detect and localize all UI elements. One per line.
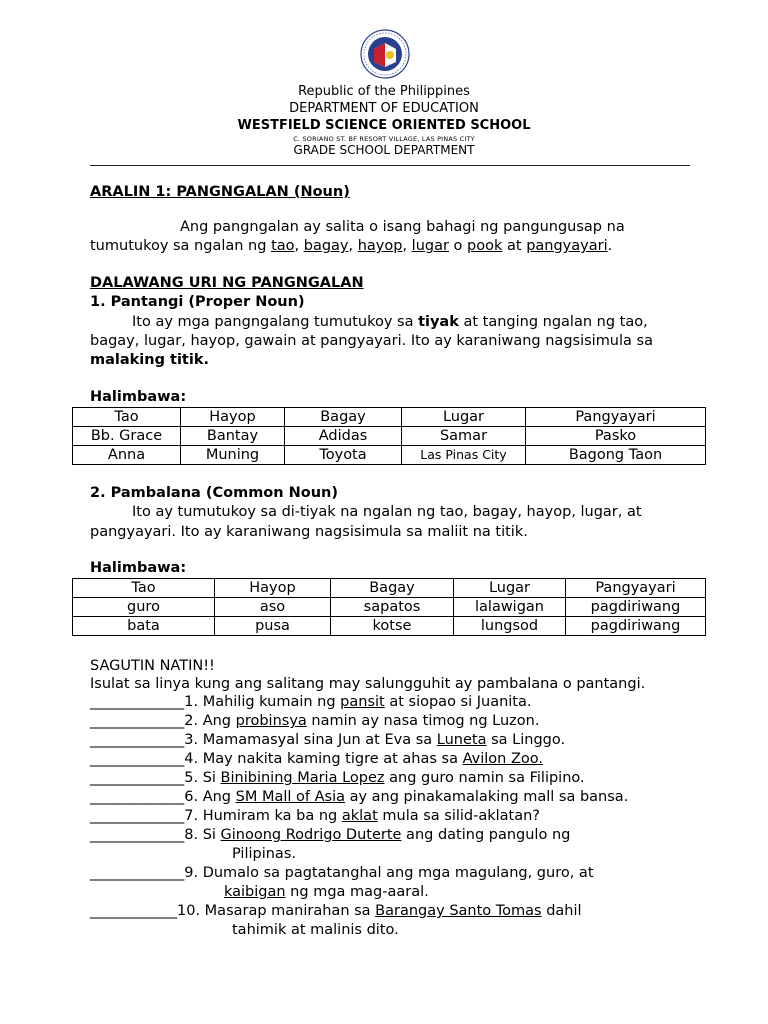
- exercise-item-continuation: Pilipinas.: [232, 846, 296, 862]
- proper-desc-line-2: bagay, lugar, hayop, gawain at pangyayari. Ito ay karaniwang nagsisimula sa: [90, 333, 653, 349]
- table-cell: Anna: [73, 446, 181, 465]
- exercise-item-continuation: kaibigan ng mga mag-aaral.: [224, 884, 429, 900]
- exercise-item: _____________5. Si Binibining Maria Lopez ang guro namin sa Filipino.: [90, 770, 585, 786]
- republic-line: Republic of the Philippines: [298, 84, 470, 99]
- table-cell: Las Pinas City: [402, 446, 526, 465]
- answer-blank: _____________: [90, 751, 185, 767]
- table-cell: Adidas: [285, 427, 402, 446]
- deped-seal-icon: [360, 29, 410, 79]
- table-header-cell: Pangyayari: [526, 408, 706, 427]
- halimbawa-label-2: Halimbawa:: [90, 560, 187, 576]
- table-header-row: [73, 579, 706, 598]
- common-noun-table: [72, 578, 706, 636]
- table-cell: guro: [73, 598, 215, 617]
- exercise-item-continuation: tahimik at malinis dito.: [232, 922, 399, 938]
- table-cell: Samar: [402, 427, 526, 446]
- def-word-bagay: bagay: [303, 238, 349, 254]
- table-cell: lungsod: [454, 617, 566, 636]
- answer-blank: _____________: [90, 770, 185, 786]
- header-divider: [90, 165, 690, 166]
- table-header-cell: Lugar: [454, 579, 566, 598]
- table-cell: Bagong Taon: [526, 446, 706, 465]
- answer-blank: _____________: [90, 865, 185, 881]
- table-header-cell: Bagay: [285, 408, 402, 427]
- common-desc-line-2: pangyayari. Ito ay karaniwang nagsisimula sa maliit na titik.: [90, 524, 528, 540]
- proper-noun-table: [72, 407, 706, 465]
- def-word-lugar: lugar: [411, 238, 449, 254]
- table-header-cell: Bagay: [331, 579, 454, 598]
- exercise-item: _____________4. May nakita kaming tigre at ahas sa Avilon Zoo.: [90, 751, 544, 767]
- division-line: GRADE SCHOOL DEPARTMENT: [293, 143, 475, 157]
- def-word-tao: tao: [271, 238, 295, 254]
- table-cell: pusa: [215, 617, 331, 636]
- table-cell: pagdiriwang: [566, 617, 706, 636]
- lesson-title: ARALIN 1: PANGNGALAN (Noun): [90, 184, 350, 200]
- exercise-item: _____________2. Ang probinsya namin ay nasa timog ng Luzon.: [90, 713, 540, 729]
- answer-blank: ____________: [90, 903, 177, 919]
- def-word-pangyayari: pangyayari: [526, 238, 608, 254]
- common-noun-title: 2. Pambalana (Common Noun): [90, 485, 339, 501]
- school-address: C. SORIANO ST. BF RESORT VILLAGE, LAS PINAS CITY: [293, 135, 475, 143]
- exercise-instructions: Isulat sa linya kung ang salitang may salungguhit ay pambalana o pantangi.: [90, 676, 646, 692]
- table-cell: sapatos: [331, 598, 454, 617]
- exercise-title: SAGUTIN NATIN!!: [90, 658, 215, 674]
- answer-blank: _____________: [90, 789, 185, 805]
- types-heading: DALAWANG URI NG PANGNGALAN: [90, 275, 364, 291]
- table-header-cell: Pangyayari: [566, 579, 706, 598]
- table-cell: Bantay: [181, 427, 285, 446]
- proper-desc-line-3: malaking titik.: [90, 352, 209, 368]
- exercise-item: ____________10. Masarap manirahan sa Barangay Santo Tomas dahil: [90, 903, 582, 919]
- table-cell: Pasko: [526, 427, 706, 446]
- def-word-pook: pook: [467, 238, 503, 254]
- exercise-item: _____________3. Mamamasyal sina Jun at Eva sa Luneta sa Linggo.: [90, 732, 566, 748]
- table-cell: pagdiriwang: [566, 598, 706, 617]
- exercise-item: _____________7. Humiram ka ba ng aklat mula sa silid-aklatan?: [90, 808, 540, 824]
- table-header-cell: Tao: [73, 579, 215, 598]
- table-header-cell: Hayop: [215, 579, 331, 598]
- exercise-item: _____________1. Mahilig kumain ng pansit at siopao si Juanita.: [90, 694, 532, 710]
- table-row: [73, 446, 706, 465]
- table-cell: Muning: [181, 446, 285, 465]
- proper-desc-line-1: Ito ay mga pangngalang tumutukoy sa tiyak at tanging ngalan ng tao,: [132, 314, 648, 330]
- halimbawa-label-1: Halimbawa:: [90, 389, 187, 405]
- definition-line-1: Ang pangngalan ay salita o isang bahagi ng pangungusap na: [180, 219, 625, 235]
- table-header-cell: Tao: [73, 408, 181, 427]
- department-line: DEPARTMENT OF EDUCATION: [289, 101, 479, 116]
- table-cell: Toyota: [285, 446, 402, 465]
- table-header-cell: Hayop: [181, 408, 285, 427]
- table-cell: kotse: [331, 617, 454, 636]
- table-header-cell: Lugar: [402, 408, 526, 427]
- table-header-row: [73, 408, 706, 427]
- definition-line-2: tumutukoy sa ngalan ng tao, bagay, hayop, lugar o pook at pangyayari.: [90, 238, 613, 254]
- table-cell: aso: [215, 598, 331, 617]
- common-desc-line-1: Ito ay tumutukoy sa di-tiyak na ngalan ng tao, bagay, hayop, lugar, at: [132, 504, 642, 520]
- answer-blank: _____________: [90, 732, 185, 748]
- exercise-item: _____________6. Ang SM Mall of Asia ay ang pinakamalaking mall sa bansa.: [90, 789, 629, 805]
- exercise-item: _____________9. Dumalo sa pagtatanghal ang mga magulang, guro, at: [90, 865, 594, 881]
- school-name: WESTFIELD SCIENCE ORIENTED SCHOOL: [237, 118, 531, 133]
- answer-blank: _____________: [90, 713, 185, 729]
- answer-blank: _____________: [90, 827, 185, 843]
- exercise-item: _____________8. Si Ginoong Rodrigo Duterte ang dating pangulo ng: [90, 827, 571, 843]
- table-cell: lalawigan: [454, 598, 566, 617]
- proper-noun-title: 1. Pantangi (Proper Noun): [90, 294, 305, 310]
- table-row: [73, 427, 706, 446]
- def-word-hayop: hayop: [357, 238, 403, 254]
- answer-blank: _____________: [90, 694, 185, 710]
- table-cell: bata: [73, 617, 215, 636]
- table-row: [73, 617, 706, 636]
- table-cell: Bb. Grace: [73, 427, 181, 446]
- answer-blank: _____________: [90, 808, 185, 824]
- table-row: [73, 598, 706, 617]
